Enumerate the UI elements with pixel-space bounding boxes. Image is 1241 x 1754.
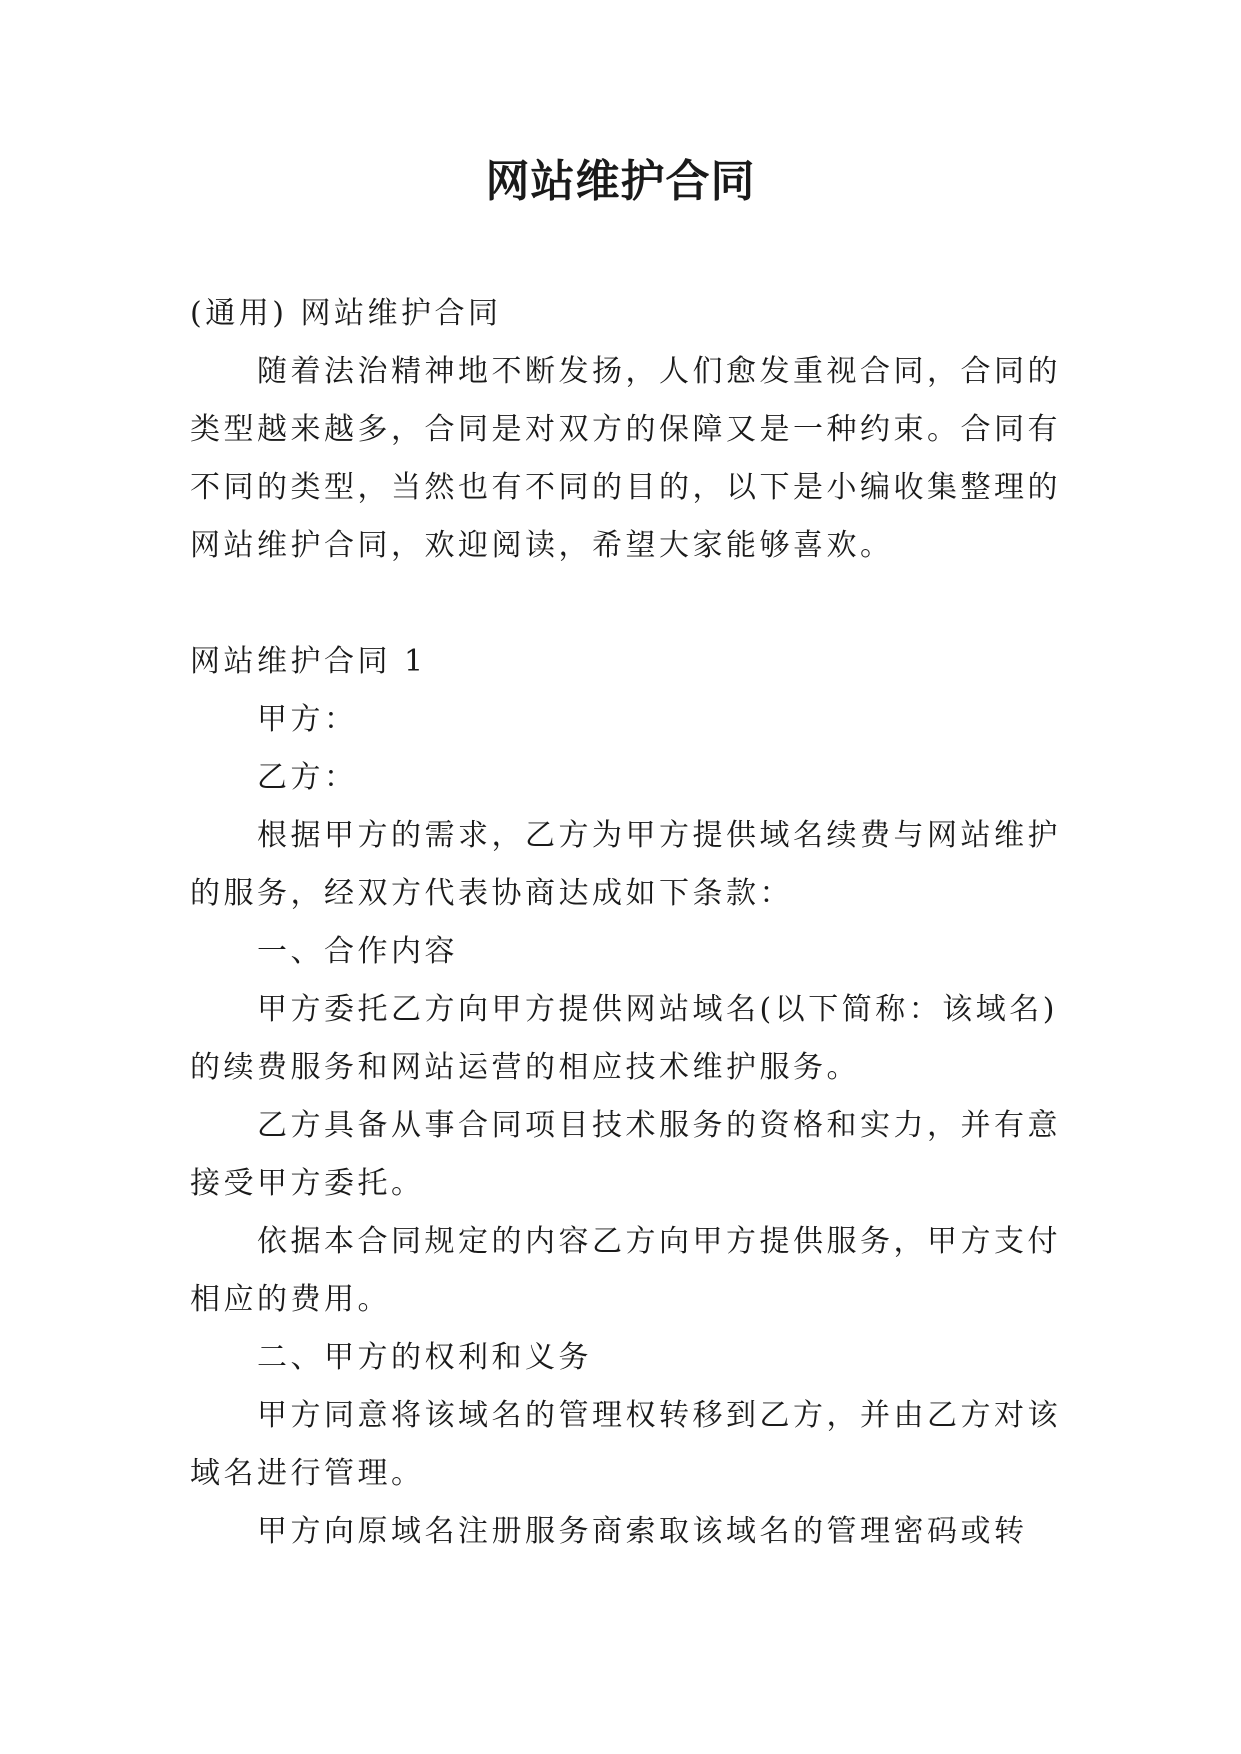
body-paragraph-line: 甲方同意将该域名的管理权转移到乙方，并由乙方对该 — [257, 1398, 1061, 1433]
body-paragraph-line: 甲方向原域名注册服务商索取该域名的管理密码或转 — [257, 1514, 1028, 1549]
intro-paragraph-line: 网站维护合同，欢迎阅读，希望大家能够喜欢。 — [190, 528, 894, 563]
body-paragraph-line: 乙方具备从事合同项目技术服务的资格和实力，并有意 — [257, 1108, 1061, 1143]
party-a-label: 甲方： — [257, 702, 358, 737]
body-paragraph-line: 的服务，经双方代表协商达成如下条款： — [190, 876, 793, 911]
body-paragraph-line: 相应的费用。 — [190, 1282, 391, 1317]
intro-paragraph-line: 不同的类型，当然也有不同的目的，以下是小编收集整理的 — [190, 470, 1061, 505]
body-paragraph-line: 甲方委托乙方向甲方提供网站域名(以下简称：该域名) — [257, 992, 1058, 1027]
document-title: 网站维护合同 — [485, 156, 756, 207]
document-subtitle: (通用) 网站维护合同 — [190, 296, 502, 331]
body-paragraph-line: 域名进行管理。 — [190, 1456, 425, 1491]
body-paragraph-line: 的续费服务和网站运营的相应技术维护服务。 — [190, 1050, 860, 1085]
intro-paragraph-line: 类型越来越多，合同是对双方的保障又是一种约束。合同有 — [190, 412, 1061, 447]
body-paragraph-line: 依据本合同规定的内容乙方向甲方提供服务，甲方支付 — [257, 1224, 1061, 1259]
intro-paragraph-line: 随着法治精神地不断发扬，人们愈发重视合同，合同的 — [257, 354, 1061, 389]
section-heading: 网站维护合同 1 — [190, 644, 427, 679]
clause-heading: 二、甲方的权利和义务 — [257, 1340, 592, 1375]
body-paragraph-line: 根据甲方的需求，乙方为甲方提供域名续费与网站维护 — [257, 818, 1061, 853]
clause-heading: 一、合作内容 — [257, 934, 458, 969]
party-b-label: 乙方： — [257, 760, 358, 795]
body-paragraph-line: 接受甲方委托。 — [190, 1166, 425, 1201]
